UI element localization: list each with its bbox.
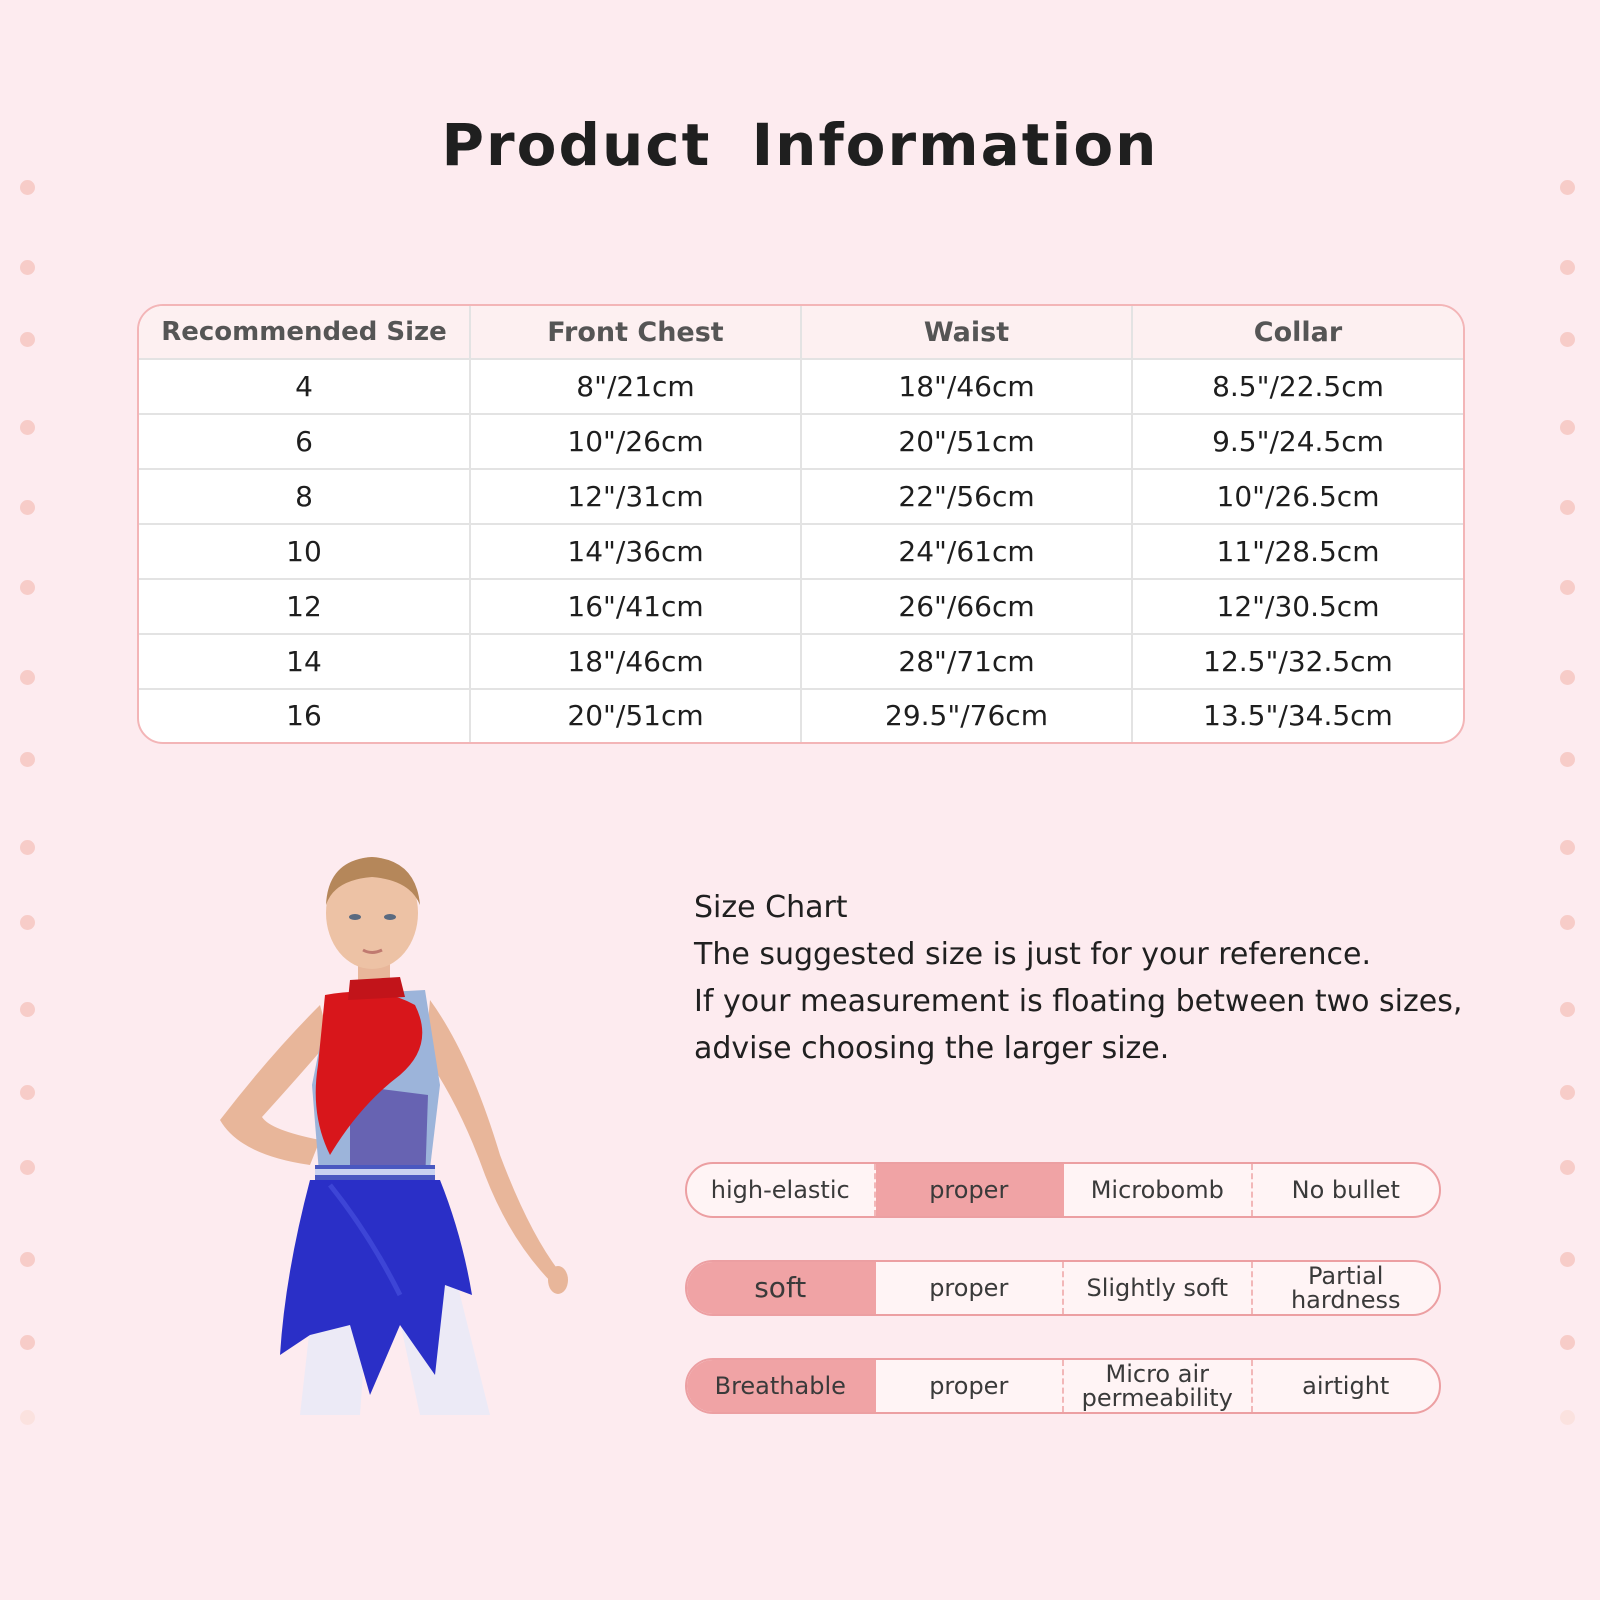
scale-option-soft-selected: soft (687, 1262, 876, 1314)
waist-cell: 24"/61cm (801, 524, 1132, 579)
size-cell: 12 (139, 579, 470, 634)
front-chest-cell: 14"/36cm (470, 524, 801, 579)
header-collar: Collar (1132, 306, 1463, 359)
notes-line: If your measurement is floating between two sizes, (694, 984, 1463, 1019)
front-chest-cell: 20"/51cm (470, 689, 801, 742)
front-chest-cell: 10"/26cm (470, 414, 801, 469)
header-recommended-size: Recommended Size (139, 306, 470, 359)
scale-option-high-elastic: high-elastic (687, 1164, 876, 1216)
header-waist: Waist (801, 306, 1132, 359)
size-cell: 4 (139, 359, 470, 414)
scale-option-proper: proper (876, 1360, 1065, 1412)
collar-cell: 11"/28.5cm (1132, 524, 1463, 579)
size-cell: 10 (139, 524, 470, 579)
table-row (139, 359, 1463, 414)
waist-cell: 22"/56cm (801, 469, 1132, 524)
collar-cell: 9.5"/24.5cm (1132, 414, 1463, 469)
elasticity-scale (685, 1162, 1441, 1218)
table-row (139, 689, 1463, 742)
front-chest-cell: 12"/31cm (470, 469, 801, 524)
size-cell: 6 (139, 414, 470, 469)
scale-option-proper-selected: proper (876, 1164, 1065, 1216)
collar-cell: 10"/26.5cm (1132, 469, 1463, 524)
header-front-chest: Front Chest (470, 306, 801, 359)
scale-option-breathable-selected: Breathable (687, 1360, 876, 1412)
page-title: Product Information (441, 110, 1159, 179)
front-chest-cell: 18"/46cm (470, 634, 801, 689)
breathability-scale (685, 1358, 1441, 1414)
front-chest-cell: 16"/41cm (470, 579, 801, 634)
table-row (139, 414, 1463, 469)
model-photo (200, 855, 580, 1415)
waist-cell: 18"/46cm (801, 359, 1132, 414)
scale-option-partial-hardness: Partial hardness (1290, 1262, 1401, 1314)
waist-cell: 29.5"/76cm (801, 689, 1132, 742)
scale-option-microbomb: Microbomb (1064, 1164, 1253, 1216)
waist-cell: 28"/71cm (801, 634, 1132, 689)
front-chest-cell: 8"/21cm (470, 359, 801, 414)
size-chart-notes (694, 884, 1514, 1072)
waist-cell: 26"/66cm (801, 579, 1132, 634)
collar-cell: 12.5"/32.5cm (1132, 634, 1463, 689)
collar-cell: 8.5"/22.5cm (1132, 359, 1463, 414)
size-table (137, 304, 1465, 744)
size-cell: 16 (139, 689, 470, 742)
notes-heading: Size Chart (694, 890, 848, 925)
size-cell: 14 (139, 634, 470, 689)
scale-option-micro-air-permeability: Micro air permeability (1064, 1360, 1253, 1412)
left-dot-border (20, 0, 40, 1600)
table-row (139, 634, 1463, 689)
notes-line: advise choosing the larger size. (694, 1031, 1170, 1066)
collar-cell: 12"/30.5cm (1132, 579, 1463, 634)
table-row (139, 579, 1463, 634)
right-dot-border (1560, 0, 1580, 1600)
size-table-header-row (139, 306, 1463, 359)
scale-option-airtight: airtight (1302, 1372, 1390, 1400)
scale-option-proper: proper (876, 1262, 1065, 1314)
table-row (139, 469, 1463, 524)
table-row (139, 524, 1463, 579)
waist-cell: 20"/51cm (801, 414, 1132, 469)
softness-scale (685, 1260, 1441, 1316)
notes-line: The suggested size is just for your reference. (694, 937, 1371, 972)
collar-cell: 13.5"/34.5cm (1203, 699, 1393, 733)
size-cell: 8 (139, 469, 470, 524)
scale-option-slightly-soft: Slightly soft (1064, 1262, 1253, 1314)
scale-option-no-bullet: No bullet (1291, 1176, 1400, 1204)
